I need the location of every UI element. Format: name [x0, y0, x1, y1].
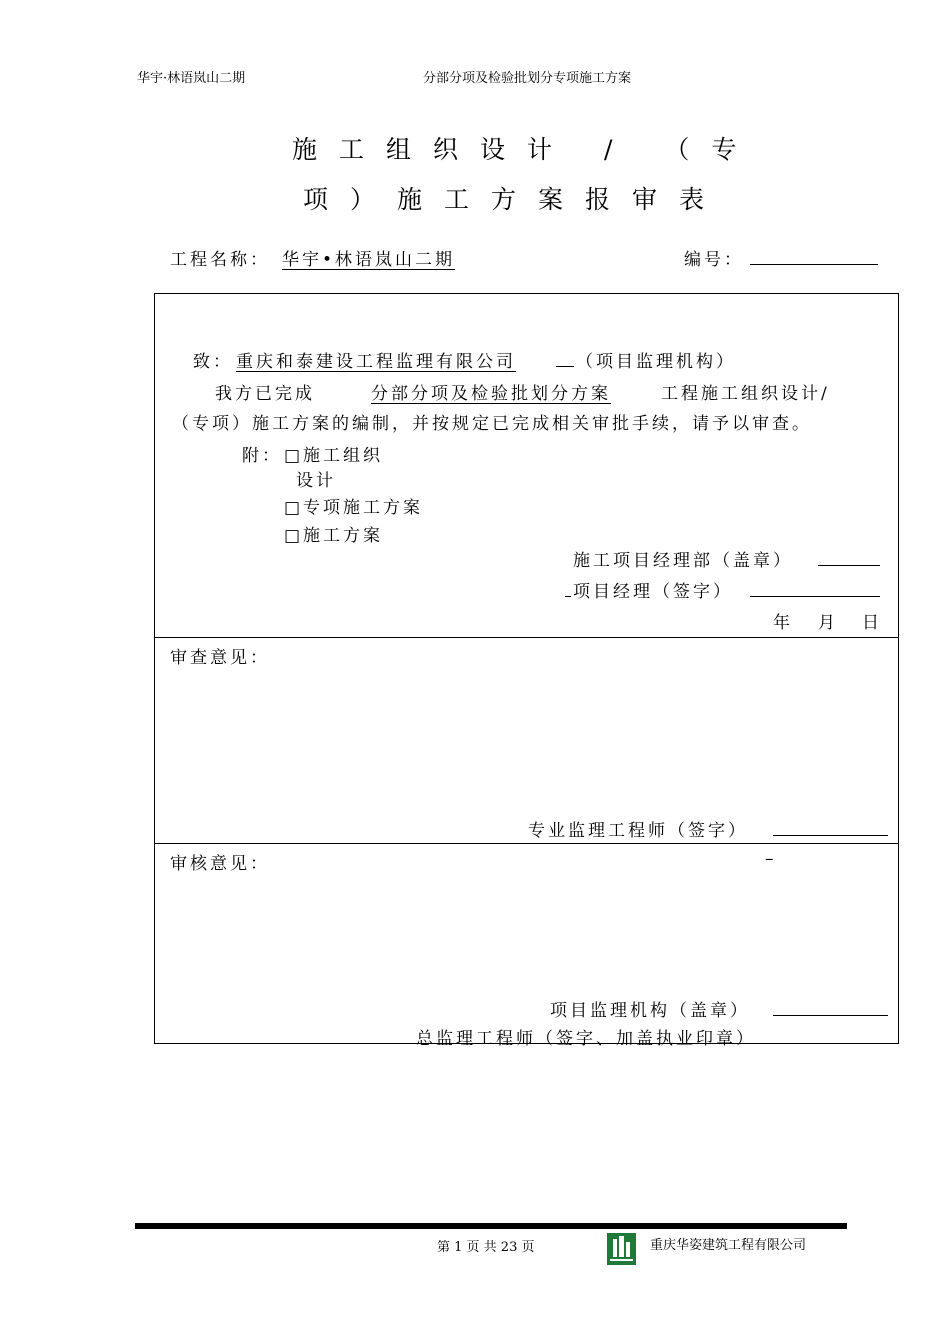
- form-title-line-1: 施工组织设计 / （专: [292, 135, 759, 164]
- attachment-option-construction-design[interactable]: □施工组织: [284, 446, 384, 466]
- addressee-label: 致：: [193, 352, 233, 372]
- form-title-line-2: 项）施工方案报审表: [303, 185, 727, 214]
- attachment-option-special-plan[interactable]: □专项施工方案: [284, 498, 424, 518]
- footer-rule: [135, 1223, 847, 1229]
- header-document-title: 分部分项及检验批划分专项施工方案: [423, 71, 632, 86]
- completion-statement: （专项）施工方案的编制，并按规定已完成相关审批手续，请予以审查。: [172, 414, 812, 434]
- audit-opinion-label: 审核意见：: [170, 854, 270, 874]
- section-divider-2: [154, 843, 899, 844]
- attachment-option-construction-plan[interactable]: □施工方案: [284, 526, 384, 546]
- attachment-option-construction-design-cont: 设计: [296, 471, 336, 491]
- approval-form-table: [154, 293, 899, 1044]
- supervision-org-seal-field[interactable]: [773, 1015, 888, 1016]
- date-day: 日: [862, 613, 882, 633]
- date-month: 月: [818, 613, 838, 633]
- review-opinion-label: 审查意见：: [170, 648, 270, 668]
- audit-mark: –: [765, 849, 777, 869]
- project-name-value: 华宇•林语岚山二期: [282, 250, 456, 270]
- attachment-label: 附：: [242, 446, 282, 466]
- contractor-dept-seal-label: 施工项目经理部（盖章）: [573, 551, 793, 571]
- addressee-suffix: （项目监理机构）: [576, 352, 736, 372]
- document-number-field[interactable]: [750, 264, 878, 265]
- project-manager-sign-label: 项目经理（签字）: [573, 582, 733, 602]
- building-logo-icon: [607, 1233, 636, 1265]
- addressee-org: 重庆和泰建设工程监理有限公司: [236, 352, 516, 372]
- addressee-blank: [556, 366, 574, 367]
- engineer-sign-field[interactable]: [773, 835, 888, 836]
- project-manager-sign-field[interactable]: [750, 596, 880, 597]
- page-counter: 第 1 页 共 23 页: [437, 1240, 535, 1255]
- engineer-sign-label: 专业监理工程师（签字）: [528, 821, 748, 841]
- footer-company-name: 重庆华姿建筑工程有限公司: [650, 1238, 807, 1253]
- contractor-dept-seal-field[interactable]: [818, 565, 880, 566]
- chief-engineer-sign-label: 总监理工程师（签字、加盖执业印章）: [416, 1029, 756, 1049]
- plan-name: 分部分项及检验批划分方案: [371, 384, 611, 404]
- completion-suffix: 工程施工组织设计/: [661, 384, 830, 404]
- completion-prefix: 我方已完成: [215, 384, 315, 404]
- pm-sign-dash: [565, 596, 571, 597]
- project-name-label: 工程名称：: [170, 250, 270, 270]
- document-number-label: 编号：: [684, 250, 744, 270]
- header-project-name: 华宇·林语岚山二期: [137, 71, 246, 86]
- supervision-org-seal-label: 项目监理机构（盖章）: [550, 1001, 750, 1021]
- date-year: 年: [773, 613, 793, 633]
- section-divider-1: [154, 637, 899, 638]
